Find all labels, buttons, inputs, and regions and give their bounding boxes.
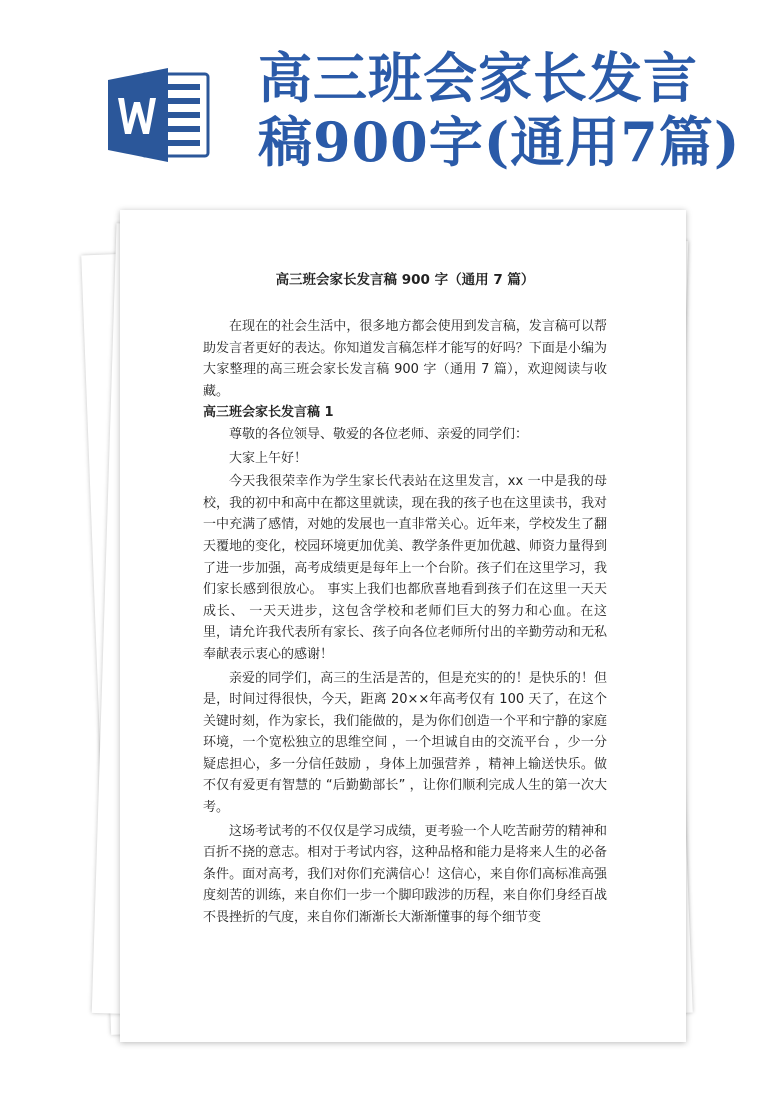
greeting-paragraph: 尊敬的各位领导、敬爱的各位老师、亲爱的同学们： bbox=[229, 426, 529, 442]
intro-paragraph: 在现在的社会生活中，很多地方都会使用到发言稿，发言稿可以帮助发言者更好的表达。你知道发言稿怎样才能写的好吗？下面是小编为大家整理的高三班会家长发言稿 900 字（通用 7 篇），欢迎阅读与收藏。 bbox=[203, 319, 607, 399]
section-heading: 高三班会家长发言稿 1 bbox=[203, 405, 334, 421]
document-title: 高三班会家长发言稿 900 字（通用 7 篇） bbox=[275, 272, 535, 288]
body-paragraph-3: 这场考试考的不仅仅是学习成绩，更考验一个人吃苦耐劳的精神和百折不挠的意志。相对于考试内容，这种品格和能力是将来人生的必备条件。面对高考，我们对你们充满信心！这信心，来自你们高标准高强度刻苦的训练，来自你们一步一个脚印跋涉的历程，来自你们身经百战不畏挫折的气度，来自你们渐渐长大渐渐懂事的每个细节变 bbox=[203, 823, 607, 926]
hello-paragraph: 大家上午好！ bbox=[229, 450, 308, 466]
title-line-2: 稿900字(通用7篇) bbox=[258, 110, 741, 174]
document-body bbox=[203, 262, 607, 929]
body-paragraph-2: 亲爱的同学们，高三的生活是苦的，但是充实的的！是快乐的！但是，时间过得很快，今天，距离 20××年高考仅有 100 天了，在这个关键时刻，作为家长，我们能做的，是为你们创造一个平和宁静的家庭环境，一个宽松独立的思维空间 ，一个坦诚自由的交流平台 ，少一分疑虑担心，多一分信任鼓励 ，身体上加强营养 ，精神上输送快乐。做不仅有爱更有智慧的 “后勤勤部长” ，让你们顺利完成人生的第一次大考。 bbox=[203, 670, 607, 816]
body-paragraph-1: 今天我很荣幸作为学生家长代表站在这里发言，xx 一中是我的母校，我的初中和高中在都这里就读，现在我的孩子也在这里读书，我对一中充满了感情，对她的发展也一直非常关心。近年来，学校发生了翻天覆地的变化，校园环境更加优美、教学条件更加优越、师资力量得到了进一步加强，高考成绩更是每年上一个台阶。孩子们在这里学习，我们家长感到很放心。 事实上我们也都欣喜地看到孩子们在这里一天天成长、 一天天进步，这包含学校和老师们巨大的努力和心血。在这里，请允许我代表所有家长、孩子向各位老师所付出的辛勤劳动和无私奉献表示衷心的感谢！ bbox=[203, 474, 607, 662]
title-line-1: 高三班会家长发言 bbox=[258, 46, 698, 110]
